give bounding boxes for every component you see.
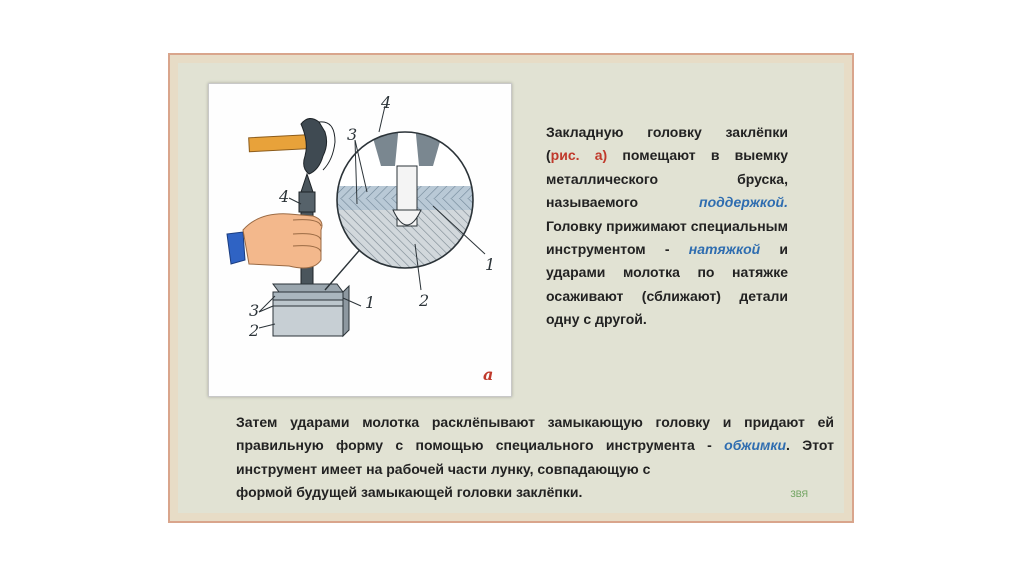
- paragraph-1-line: осаживают (сближают) детали: [546, 287, 788, 304]
- paragraph-1-line: [546, 144, 788, 167]
- paragraph-1-line: металлического бруска,: [546, 170, 788, 187]
- slide-content-panel: [178, 63, 844, 513]
- hand-drawing: [227, 214, 322, 268]
- slide-footer: ЗВЯ: [790, 489, 808, 499]
- callout-number-2: 2: [419, 291, 430, 310]
- paragraph-1-line: одну с другой.: [546, 311, 647, 328]
- term-natyazhka: натяжкой: [688, 241, 761, 258]
- paragraph-1-text: называемого: [546, 194, 700, 211]
- callout-number-2-block: 2: [249, 321, 260, 340]
- support-block-drawing: [273, 284, 349, 336]
- callout-number-3: 3: [347, 125, 358, 144]
- paragraph-1-text: и: [760, 241, 788, 258]
- open-paren: (: [546, 147, 551, 164]
- paragraph-1: [546, 121, 788, 332]
- paragraph-2-text: . Этот инструмент имеет на рабочей части лунку, совпадающую с: [236, 437, 834, 477]
- paragraph-1-text: инструментом -: [546, 241, 689, 258]
- paragraph-1-line: Головку прижимают специальным: [546, 217, 788, 234]
- callout-number-1: 1: [485, 255, 496, 274]
- paragraph-1-text: помещают в выемку: [607, 147, 788, 164]
- riveting-figure: [208, 83, 512, 397]
- paragraph-1-line: [546, 238, 788, 261]
- callout-number-4: 4: [381, 93, 392, 112]
- callout-number-1-block: 1: [365, 293, 376, 312]
- paragraph-2-text: формой будущей замыкающей головки заклёпки.: [236, 484, 583, 501]
- paragraph-1-line: [546, 191, 788, 214]
- paragraph-2-text: придают ей правильную форму с помощью специального инструмента -: [236, 414, 835, 454]
- paragraph-2-text: Затем ударами молотка расклёпывают замыкающую головку и: [236, 414, 732, 430]
- riveting-illustration: [209, 84, 511, 396]
- paragraph-1-line: Закладную головку заклёпки: [546, 124, 788, 140]
- paragraph-2: [236, 411, 834, 505]
- slide-frame: [168, 53, 854, 523]
- callout-number-4-tool: 4: [279, 187, 290, 206]
- hammer-drawing: [249, 118, 335, 174]
- callout-number-3-block: 3: [249, 301, 260, 320]
- figure-label-a: а: [483, 365, 494, 384]
- term-podderzhka: поддержкой.: [699, 194, 788, 211]
- term-obzhimka: обжимки: [724, 437, 787, 454]
- paragraph-1-line: ударами молотка по натяжке: [546, 264, 788, 281]
- magnified-detail: [329, 124, 489, 280]
- figure-reference: рис. а): [550, 147, 608, 164]
